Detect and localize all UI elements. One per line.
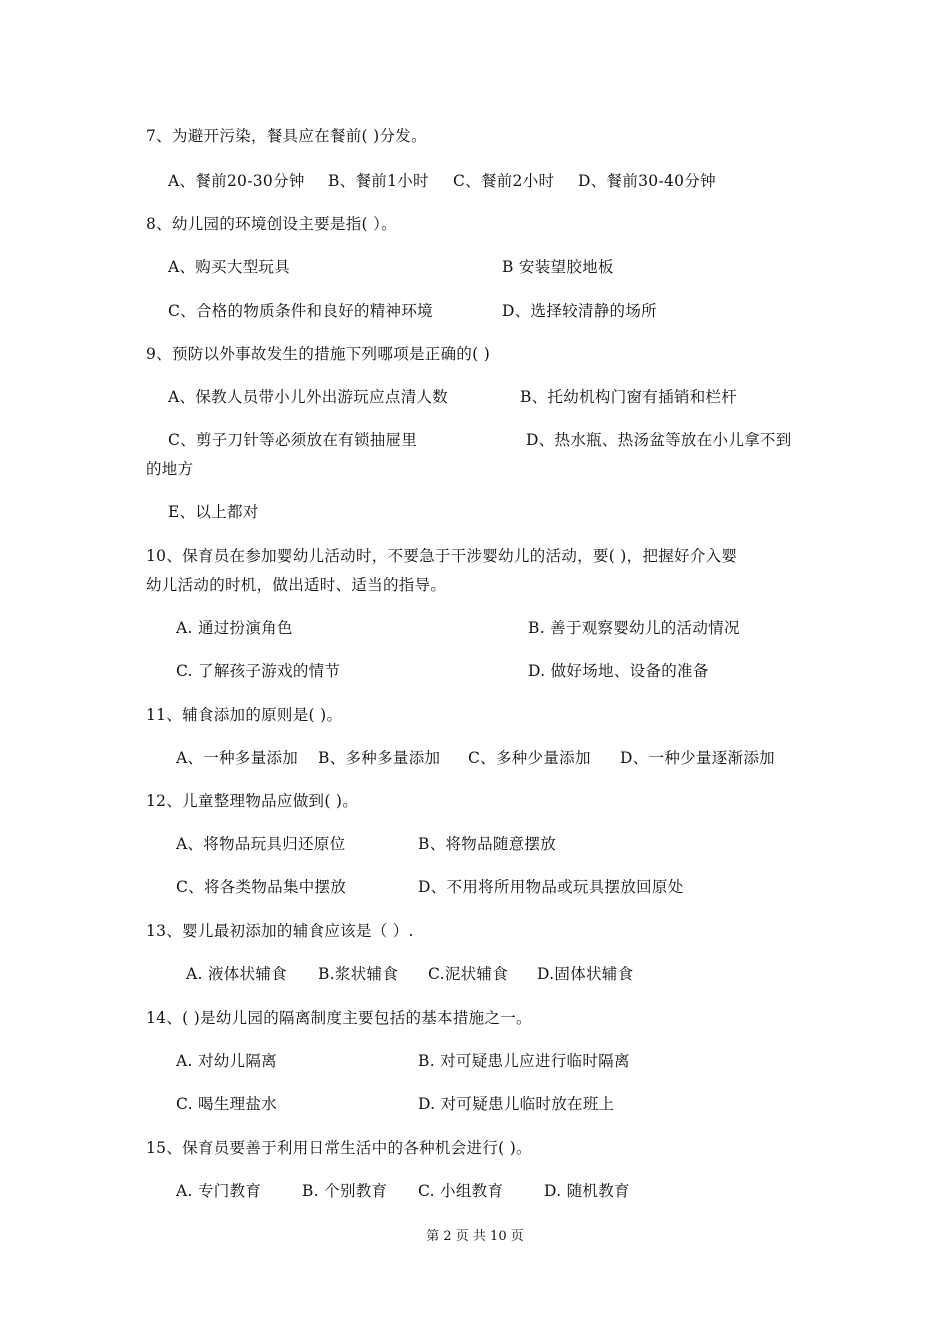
question-9-option-e: E、以上都对	[168, 503, 259, 521]
question-7-option-b: B、餐前1小时	[328, 172, 429, 190]
question-14-option-c: C. 喝生理盐水	[176, 1095, 278, 1113]
question-14-stem: 14、( )是幼儿园的隔离制度主要包括的基本措施之一。	[146, 1009, 532, 1027]
question-10-option-b: B. 善于观察婴幼儿的活动情况	[528, 619, 740, 637]
question-14-option-a: A. 对幼儿隔离	[176, 1052, 277, 1070]
question-9-option-a: A、保教人员带小儿外出游玩应点清人数	[168, 388, 449, 406]
question-8-option-c: C、合格的物质条件和良好的精神环境	[168, 302, 433, 320]
question-15-option-b: B. 个别教育	[302, 1182, 388, 1200]
question-9-option-b: B、托幼机构门窗有插销和栏杆	[520, 388, 738, 406]
question-7-option-c: C、餐前2小时	[453, 172, 555, 190]
question-13-stem: 13、婴儿最初添加的辅食应该是（ ）.	[146, 922, 414, 940]
question-10-option-d: D. 做好场地、设备的准备	[528, 662, 709, 680]
question-11-stem: 11、辅食添加的原则是( )。	[146, 706, 343, 724]
question-8-option-b: B 安装望胶地板	[502, 258, 614, 276]
question-13-option-b: B.浆状辅食	[318, 965, 399, 983]
question-13-option-d: D.固体状辅食	[537, 965, 634, 983]
question-12-option-a: A、将物品玩具归还原位	[176, 835, 346, 853]
question-10-stem-line-2: 幼儿活动的时机，做出适时、适当的指导。	[146, 576, 447, 594]
question-11-option-a: A、一种多量添加	[176, 749, 299, 767]
question-12-option-b: B、将物品随意摆放	[418, 835, 557, 853]
question-9-option-d: D、热水瓶、热汤盆等放在小儿拿不到	[526, 431, 792, 449]
question-10-stem-line-1: 10、保育员在参加婴幼儿活动时，不要急于干涉婴幼儿的活动，要( )，把握好介入婴	[146, 547, 738, 565]
question-14-option-d: D. 对可疑患儿临时放在班上	[418, 1095, 615, 1113]
question-12-option-d: D、不用将所用物品或玩具摆放回原处	[418, 878, 684, 896]
question-11-option-b: B、多种多量添加	[318, 749, 441, 767]
question-9-option-c: C、剪子刀针等必须放在有锁抽屉里	[168, 431, 418, 449]
question-15-option-d: D. 随机教育	[544, 1182, 630, 1200]
question-13-option-c: C.泥状辅食	[428, 965, 509, 983]
question-13-option-a: A. 液体状辅食	[186, 965, 287, 983]
question-7-option-d: D、餐前30-40分钟	[578, 172, 716, 190]
question-8-stem: 8、幼儿园的环境创设主要是指( ）。	[146, 215, 397, 233]
question-10-option-c: C. 了解孩子游戏的情节	[176, 662, 341, 680]
question-11-option-c: C、多种少量添加	[468, 749, 591, 767]
question-8-option-a: A、购买大型玩具	[168, 258, 291, 276]
question-12-option-c: C、将各类物品集中摆放	[176, 878, 347, 896]
question-14-option-b: B. 对可疑患儿应进行临时隔离	[418, 1052, 630, 1070]
question-15-stem: 15、保育员要善于利用日常生活中的各种机会进行( )。	[146, 1139, 532, 1157]
question-9-option-d-continued: 的地方	[146, 460, 194, 478]
question-7-stem: 7、为避开污染，餐具应在餐前( )分发。	[146, 127, 427, 145]
question-9-stem: 9、预防以外事故发生的措施下列哪项是正确的( )	[146, 345, 491, 363]
page-number-footer: 第 2 页 共 10 页	[426, 1229, 524, 1244]
question-15-option-a: A. 专门教育	[176, 1182, 262, 1200]
question-12-stem: 12、儿童整理物品应做到( )。	[146, 792, 359, 810]
question-15-option-c: C. 小组教育	[418, 1182, 504, 1200]
question-11-option-d: D、一种少量逐渐添加	[620, 749, 775, 767]
question-7-option-a: A、餐前20-30分钟	[168, 172, 305, 190]
question-10-option-a: A. 通过扮演角色	[176, 619, 293, 637]
question-8-option-d: D、选择较清静的场所	[502, 302, 657, 320]
